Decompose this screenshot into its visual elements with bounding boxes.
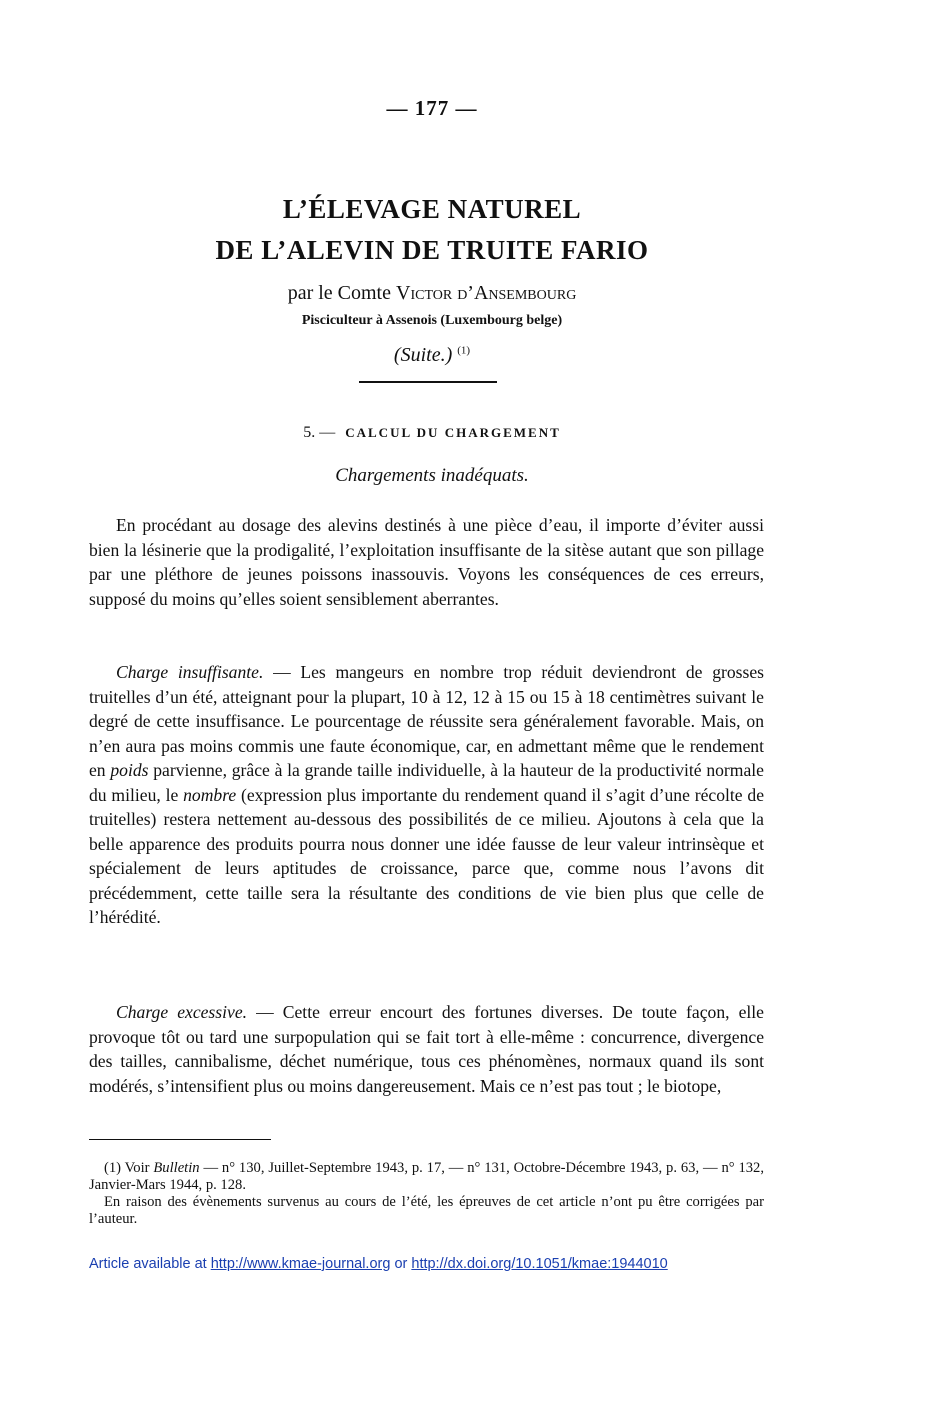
section-title: CALCUL DU CHARGEMENT xyxy=(345,425,561,440)
journal-link[interactable]: http://www.kmae-journal.org xyxy=(210,1256,391,1272)
footnote-text: — n° 130, Juillet-Septembre 1943, p. 17, — n° 131, Octobre-Décembre 1943, p. 63, — n° 132, Janvier-Mars 1944, p. 128. xyxy=(89,1160,764,1193)
author-affiliation: Pisciculteur à Assenois (Luxembourg belge) xyxy=(301,313,563,328)
footnote-marker: (1) xyxy=(457,344,471,357)
author-name: Victor d’Ansembourg xyxy=(396,282,577,304)
availability-prefix: Article available at xyxy=(89,1256,211,1272)
article-title-line-1: L’ÉLEVAGE NATUREL xyxy=(282,194,582,224)
footnote-divider xyxy=(89,1139,271,1140)
emphasis-word: poids xyxy=(110,760,149,780)
suite-label: (Suite.) xyxy=(393,344,453,366)
paragraph-text: parvienne, grâce à la grande taille individuelle, à la hauteur de la productivité normale du milieu, le xyxy=(89,760,764,805)
continuation-note xyxy=(0,344,864,367)
subsection-heading: Chargements inadéquats. xyxy=(335,465,529,486)
title-divider xyxy=(359,381,497,383)
paragraph-charge-excessive xyxy=(89,1000,764,1098)
paragraph-text: (expression plus importante du rendement quand il s’agit d’une récolte de truitelles) restera nettement au-dessous des possibilités de ce milieu. Ajoutons à cela que la belle apparence des produits pourra nous donner une idée fausse de leur valeur intrinsèque et spécialement de leurs aptitudes de croissance, parce que, comme nous l’avons dit précédemment, cette taille sera la résultante des conditions de vie bien plus que celle de l’hérédité. xyxy=(89,784,765,927)
footnote-text: (1) Voir xyxy=(104,1160,154,1176)
section-heading xyxy=(0,424,864,442)
author-byline xyxy=(0,282,864,305)
footnote-2: En raison des évènements survenus au cours de l’été, les épreuves de cet article n’ont pu être corrigées par l’auteur. xyxy=(89,1194,764,1227)
footnote-1 xyxy=(89,1160,764,1194)
availability-or: or xyxy=(390,1256,412,1272)
paragraph-text: — Cette erreur encourt des fortunes diverses. De toute façon, elle provoque tôt ou tard une surpopulation qui se fait tort à elle-même : concurrence, divergence des tailles, cannibalisme, déchet numérique, tous ces phénomènes, normaux quand ils sont modérés, s’intensifient plus ou moins dangereusement. Mais ce n’est pas tout ; le biotope, xyxy=(89,1002,764,1096)
emphasis-word: nombre xyxy=(183,784,237,805)
footnote-emphasis: Bulletin xyxy=(153,1160,200,1176)
paragraph-text: — Les mangeurs en nombre trop réduit deviendront de grosses truitelles d’un été, atteignant pour la plupart, 10 à 12, 12 à 15 ou 15 à 18 centimètres suivant le degré de cette insuffisance. Le pourcentage de réussite sera généralement favorable. Mais, on n’en aura pas moins commis une faute économique, car, en admettant même que le rendement en xyxy=(89,662,764,780)
article-title-line-2: DE L’ALEVIN DE TRUITE FARIO xyxy=(215,235,649,265)
byline-prefix: par le Comte xyxy=(287,282,391,304)
paragraph-intro: En procédant au dosage des alevins destinés à une pièce d’eau, il importe d’éviter aussi bien la lésinerie que la prodigalité, l’exploitation insuffisante de la sitèse autant que son pillage par une pléthore de jeunes poissons inassouvis. Voyons les conséquences de ces erreurs, supposé du moins qu’elles soient sensiblement aberrantes. xyxy=(89,515,764,609)
footnotes xyxy=(89,1160,764,1228)
section-number: 5. — xyxy=(303,424,336,441)
paragraph-charge-insuffisante xyxy=(89,660,764,930)
page-number: — 177 — xyxy=(386,96,478,120)
doi-link[interactable]: http://dx.doi.org/10.1051/kmae:1944010 xyxy=(411,1256,668,1272)
paragraph-lead: Charge excessive. xyxy=(116,1002,248,1022)
paragraph-lead: Charge insuffisante. xyxy=(116,662,264,682)
availability-line xyxy=(89,1256,668,1272)
